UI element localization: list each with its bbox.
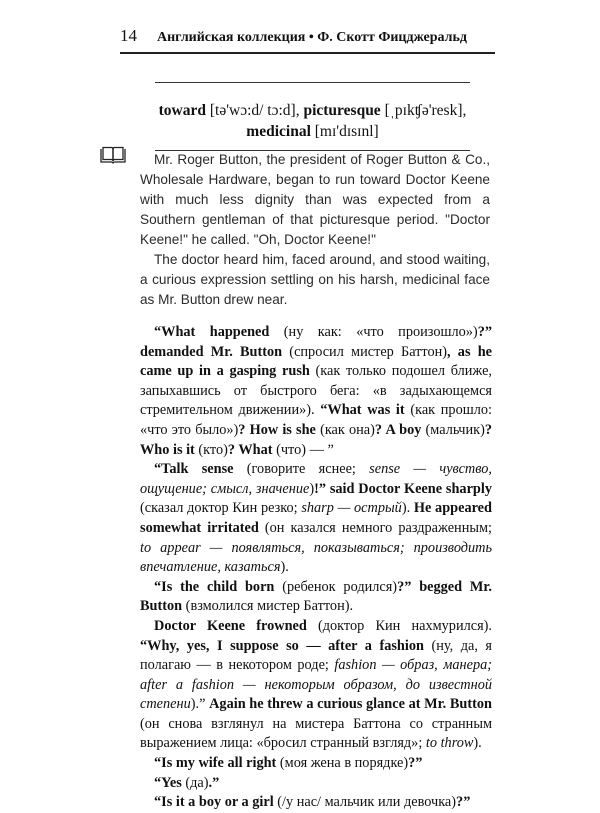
- english-phrase: !” said Doctor Keene sharply: [314, 480, 492, 497]
- translation: (он снова взглянул на мистера Баттона со странным выражением лица: «бросил странный взгляд»;: [140, 715, 492, 752]
- translation: ).”: [190, 696, 210, 713]
- translation: ).: [473, 735, 482, 752]
- english-phrase: “Talk sense: [154, 461, 234, 478]
- translation: (да): [181, 774, 209, 791]
- english-paragraph: Mr. Roger Button, the president of Roger Button & Co., Wholesale Hardware, began to run toward Doctor Keene with much less dignity than was expected from a Southern gentleman of that picturesque period. "Doctor Keene!" he called. "Oh, Doctor Keene!": [140, 152, 490, 247]
- page-number: 14: [120, 26, 137, 45]
- translation: (спросил мистер Баттон): [282, 343, 448, 360]
- english-phrase: “Yes: [154, 774, 182, 791]
- translation: (говорите яснее;: [233, 461, 370, 478]
- english-phrase: .”: [208, 774, 220, 791]
- translation: (/у нас/ мальчик или девочка): [273, 794, 457, 811]
- translation: (ну как: «что произошло»): [269, 324, 478, 340]
- vocab-word: picturesque: [303, 102, 381, 119]
- dictionary-note: fashion — образ, манера; after a fashion — некоторым образом, до известной степени: [140, 657, 492, 713]
- translation: (сказал доктор Кин резко;: [140, 500, 302, 517]
- vocab-line: [140, 100, 485, 121]
- translation: (взмолился мистер Баттон).: [182, 598, 354, 615]
- vocab-top-rule: [155, 82, 470, 83]
- running-header: [120, 26, 490, 46]
- translation: (как прошло: «что это было»): [140, 402, 492, 438]
- translation: ): [309, 480, 315, 497]
- annotated-paragraph: [140, 774, 492, 794]
- translation: (моя жена в порядке): [276, 755, 409, 772]
- translation: (мальчик): [421, 421, 485, 438]
- dictionary-note: to appear — появляться, показываться; производить впечатление, казаться: [140, 539, 492, 576]
- dictionary-note: sharp — острый: [301, 500, 402, 517]
- english-phrase: “What was it: [320, 402, 405, 419]
- english-phrase: “Is it a boy or a girl: [154, 794, 274, 811]
- dictionary-note: to throw: [425, 735, 474, 752]
- english-phrase: “Why, yes, I suppose so — after a fashion: [140, 637, 424, 654]
- annotated-paragraph: [140, 578, 492, 617]
- english-phrase: ?” begged Mr. Button: [140, 578, 492, 615]
- english-phrase: ?”: [408, 755, 423, 772]
- english-phrase: ?” demanded Mr. Button: [140, 324, 492, 360]
- english-phrase: ? What: [227, 441, 273, 458]
- annotated-paragraph: [140, 617, 492, 754]
- vocab-transcription: [tə'wɔ:d/ tɔ:d],: [205, 102, 304, 119]
- english-phrase: ? A boy: [374, 421, 422, 438]
- vocab-transcription: [mɪ'dɪsɪnl]: [310, 123, 379, 140]
- translation: (как она): [315, 421, 375, 438]
- annotated-text: [140, 323, 492, 813]
- translation: (как только подошел ближе, запыхавшись от быстрого бега: «в задыхающемся стремительном движении»).: [140, 363, 493, 419]
- vocabulary-box: [140, 100, 485, 142]
- english-phrase: “What happened: [154, 324, 270, 340]
- english-phrase: ? Who is it: [140, 421, 492, 458]
- vocab-line: [140, 121, 485, 142]
- vocab-word: medicinal: [246, 123, 311, 140]
- english-paragraph: The doctor heard him, faced around, and stood waiting, a curious expression settling on his harsh, medicinal face as Mr. Button drew near.: [140, 252, 490, 307]
- translation: ).: [280, 559, 289, 576]
- annotated-paragraph: [140, 323, 492, 460]
- vocab-transcription: [ˌpɪkʧə'resk],: [380, 102, 467, 119]
- english-phrase: “Is my wife all right: [154, 755, 277, 772]
- annotated-paragraph: [140, 754, 492, 774]
- translation: (он казался немного раздраженным;: [258, 519, 492, 536]
- header-divider: [120, 52, 495, 54]
- open-book-icon: [100, 146, 126, 164]
- english-phrase: ? How is she: [238, 421, 316, 438]
- translation: (ребенок родился): [274, 578, 398, 595]
- english-phrase: , as he came up in a gasping rush: [140, 343, 492, 380]
- english-text: [140, 150, 490, 310]
- annotated-paragraph: [140, 793, 492, 813]
- english-phrase: “Is the child born: [154, 578, 275, 595]
- dictionary-note: sense — чувство, ощущение; смысл, значение: [140, 461, 492, 497]
- english-phrase: Doctor Keene frowned: [154, 617, 307, 634]
- english-phrase: He appeared somewhat irritated: [140, 500, 492, 536]
- english-phrase: ?”: [456, 794, 471, 811]
- translation: (что) — ”: [272, 441, 334, 458]
- running-title: Английская коллекция • Ф. Скотт Фицджеральд: [157, 30, 468, 45]
- translation: (кто): [194, 441, 228, 458]
- translation: ).: [401, 500, 414, 517]
- vocab-word: toward: [158, 102, 206, 119]
- english-phrase: Again he threw a curious glance at Mr. Button: [209, 696, 492, 713]
- translation: (ну, да, я полагаю — в некотором роде;: [140, 637, 492, 674]
- annotated-paragraph: [140, 460, 492, 578]
- translation: (доктор Кин нахмурился).: [306, 617, 492, 634]
